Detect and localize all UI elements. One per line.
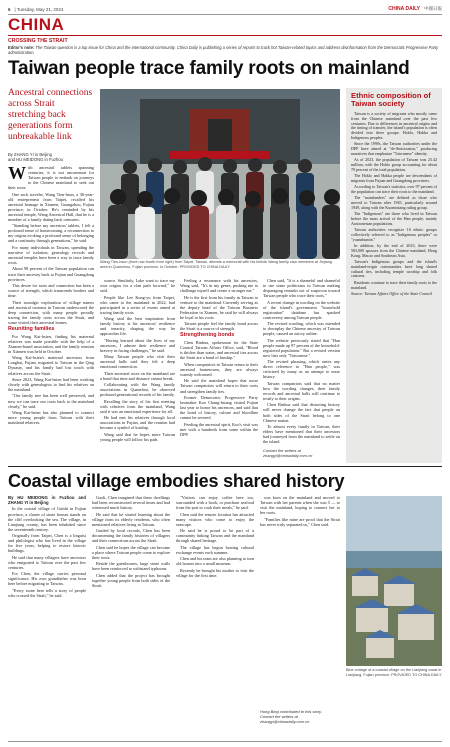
photo-caption: Wang Tien-hsun (front row fourth from right) from Taipei, Taiwan, attends a memorial with his kinfolk Wang family clan members at Jinjiang area in Quanzhou, Fujian province, in October. PROVIDED TO CHINA DAILY (100, 260, 332, 269)
story2b-paragraph: Chen said he hopes the village can become a place where Taiwan people come to explore their roots. (92, 544, 170, 560)
story1b-paragraph: People like Lee Kung-yu from Taipei, who came to the mainland in 2022, had participated in a series of events aimed at tracing family roots. (100, 294, 175, 315)
editors-note-label: Editor's note: (8, 45, 35, 50)
byline-line2: and HU MEIDONG in Fuzhou (8, 157, 63, 163)
story2c-paragraph: Recently he brought his mother to visit the village for the first time. (176, 567, 254, 578)
page-header (8, 4, 442, 14)
sidebar-paragraph: According to Taiwan's statistics, over 97 percent of the population can trace their roots to the mainland. (351, 184, 437, 195)
story1-paragraph: This desire for roots and connection has been a source of strength, which transcends borders and time. (8, 282, 94, 299)
story2b-paragraph: Gaoli, Chen imagined that these dwellings had been reconstructed several times and had witnessed much history. (92, 495, 170, 511)
story1b-paragraph: Wang said the best inspiration from family history is his ancestors' resilience and tenacity, shaping the way he approaches life. (100, 316, 175, 337)
story1c-paragraph: He said the mainland hopes that more Taiwan compatriots will return to their roots and strengthen family ties. (180, 378, 258, 394)
story1d-paragraph: To almost every family in Taiwan, their elders have mentioned that their ancestors had journeyed from the mainland to settle on the island. (263, 424, 340, 445)
story1b-paragraph: Recalling the story of his first meeting with relatives from the mainland, Wang said it was an emotional experience for all. (100, 398, 175, 414)
page-number: 6 (8, 6, 11, 12)
village-photo (346, 496, 442, 666)
story2-paragraph: For Chen, the village carries personal significance. His own grandfather was born here before migrating to Taiwan. (8, 571, 86, 587)
sidebar-source: Source: Taiwan Affairs Office of the State Council (351, 290, 433, 296)
story1d-paragraph: Taiwan compatriots said that no matter how the wording changes, their family records and ancestral halls will continue to testify to their origins. (263, 380, 340, 401)
sidebar-paragraph: Residents continue to trace their family roots to the mainland. (351, 279, 437, 290)
story1-paragraph: "Our family tree has been well preserved, and now we can trace our roots back to the mainland clearly," he said. (8, 393, 94, 409)
story2-column-4 (260, 495, 340, 705)
story1d-paragraph: Chen Binhua said that distorting history will never change the fact that people on both sides of the Strait belong to one Chinese nation. (263, 402, 340, 423)
story1c-paragraph: He is the first from his family in Taiwan to venture to the mainland. Currently serving as the deputy head of the Taiwan Business Federation in Xiamen, he said he will always be loyal to his roots. (180, 294, 258, 320)
story1-paragraph: Their nostalgic exploration of village names and ancestral customs in Taiwan underscored the deep connection, with many people proudly tracing the family roots across the Strait, and some visited their ancestral homes. (8, 299, 94, 325)
drop-cap: W (8, 165, 26, 183)
story2b-paragraph: Guided by local records, Chen has been documenting the family histories of villagers and their connections across the Strait. (92, 528, 170, 544)
story1-column-3 (180, 278, 258, 461)
contact-writers (263, 449, 340, 459)
secondary-headline: Coastal village embodies shared history (8, 471, 345, 491)
story2d-paragraph: was born on the mainland and moved to Taiwan with her parents when she was 5 — to visit the mainland, hoping to connect her to her roots. (260, 495, 340, 516)
header-rule (8, 14, 442, 15)
story1c-paragraph: Taiwan people feel the family bond across the Strait is a source of strength. (180, 321, 258, 332)
story1b-paragraph: Many Taiwan people who visit their ancestral halls said they felt a deep emotional connection. (100, 354, 175, 370)
story1d-paragraph: The revised phrasing, which omits any direct reference to "Han people," was criticized by many as an attempt to erase history. (263, 359, 340, 380)
contact-email[interactable]: zhangyi@chinadaily.com.cn (263, 452, 313, 458)
sidebar-paragraph: Taiwan's Indigenous groups and the island's mainland-origin communities have long shared cultural ties, including temple worship and folk customs. (351, 258, 437, 279)
sidebar-title: Ethnic composition of Taiwan society (351, 91, 431, 109)
story1d-paragraph: The revised wording, which was intended to downplay the Chinese ancestry of Taiwan people, caused an outcry online. (263, 321, 340, 337)
village-photo-caption: Blue cottage of a coastal village on the Lianjiang coast in Lianjiang, Fujian province. PROVIDED TO CHINA DAILY (346, 668, 442, 677)
footer-rule (8, 741, 442, 742)
issue-date: | Tuesday, May 21, 2024 (14, 6, 64, 12)
story2b-paragraph: He said that he started learning about the village from its elderly residents, who often mentioned relatives living in Taiwan. (92, 511, 170, 527)
story2-paragraph: He said that many villagers have ancestors who emigrated to Taiwan over the past few centuries. (8, 554, 86, 570)
story1-paragraph: One such traveler, Wang Tien-hsun, a 36-year-old entrepreneur from Taipei, recalled his ancestral homage in Xiamen, Guangzhou, Fujian province, in October. He's reminded by his ancestral temple, Wang Ancestral Hall, that he is a member of a family dating back centuries. (8, 191, 94, 222)
byline-line1: By ZHANG YI in Beijing (8, 152, 52, 157)
subhead: Reuniting families (8, 325, 55, 332)
contact-label: Contact the writers at (263, 448, 301, 453)
story2c-paragraph: He said he is proud to be part of a community linking Taiwan and the mainland through shared heritage. (176, 528, 254, 544)
story1b-paragraph: Their ancestral roots on the mainland are a bond that time and distance cannot break. (100, 370, 175, 381)
story1-paragraph: ith ancestral tablets spanning centuries, it is not uncommon for Taiwan people to embark on journeys to the Chinese mainland to seek out their roots. (8, 165, 94, 191)
story1d-paragraph: Chen said, "It is a shameful and shameful to use some politicians in Taiwan making disparaging remarks out of suspicion toward Taiwan people who trace their roots." (263, 278, 340, 299)
editors-note-text: The Taiwan question is a top issue for China and the international community. China Daily is publishing a series of reports to track hot Taiwan-related topics and address disinformation from the Democratic Progressive Party administration. (8, 45, 439, 55)
sidebar-paragraph: The "Indigenous" are those who lived in Taiwan before the mass arrival of the Han people, mainly Austronesian populations. (351, 211, 437, 226)
byline (8, 152, 94, 162)
story2-column-3 (176, 495, 254, 739)
story2-paragraph: Originally from Taipei, Chen is a linguist and philologist who has lived in the village for five years, helping to restore historic buildings. (8, 533, 86, 554)
masthead-right (388, 6, 442, 12)
story-deck: Ancestral connections across Strait stretching back generations form unbreakable link (8, 88, 93, 142)
story1b-paragraph: "Having learned about the lives of my ancestors, I admire their resilience and bravery in facing challenges," he said. (100, 337, 175, 353)
story1c-paragraph: Feeding the ancestral spirit, Koo's visit was met with a hundreds from some within the DPP. (180, 421, 258, 437)
sidebar-paragraph: As of 2023, the population of Taiwan was 23.42 million, with the Hoklo group accounting for about 70 percent of the total population. (351, 157, 437, 172)
story1-paragraph: Since 2023, Wang Kai-hsien had been working closely with genealogists to find his relatives on the mainland. (8, 376, 94, 393)
main-headline: Taiwan people trace family roots on mainland (8, 58, 410, 79)
contact-label: Contact the writers at (260, 713, 298, 719)
story1c-paragraph: Chen Binhua, spokesman for the State Council Taiwan Affairs Office, said, "Blood is thicker than water, and ancestral ties across the Strait are a bond of kinship." (180, 340, 258, 361)
series-kicker: CROSSING THE STRAIT (8, 38, 68, 44)
byline-2: By HU MEIDONG in Fuzhou and ZHANG YI in Beijing (8, 495, 86, 506)
story1-column-1 (8, 165, 94, 461)
paper-name-chinese: 中國日報 (424, 6, 442, 11)
story-divider (8, 466, 442, 467)
group-photo-illustration (100, 89, 340, 259)
sidebar-box (346, 88, 442, 463)
story2b-paragraph: Chen added that the project has brought together young people from both sides of the Strait. (92, 572, 170, 588)
story2c-paragraph: The village has begun hosting cultural exchange events each summer. (176, 544, 254, 555)
subhead: Strengthening bonds (180, 332, 235, 339)
story2c-paragraph: Chen said the remote location has attracted many visitors who come to enjoy the seascape. (176, 511, 254, 527)
story1-paragraph: Wang Kai-hsien's maternal ancestors from Longhai, Fujian, migrated to Taiwan in the Qing Dynasty, and his family had lost touch with relatives across the Strait. (8, 355, 94, 376)
story2d-paragraph: "Families like mine are proof that the Strait has never truly separated us," Chen said. (260, 516, 340, 527)
story1b-paragraph: He had met his relatives through local associations in Fujian, and the reunion had become a symbol of kinship. (100, 415, 175, 431)
contact-email[interactable]: zhangyi@chinadaily.com.cn (260, 718, 310, 724)
story2c-paragraph: "Visitors can enjoy coffee here too, surrounded with a book, or purchase seafood from the port to cook their meals," he said. (176, 495, 254, 511)
contributor-note: Hong Bing contributed to this story. (260, 709, 322, 714)
main-photo (100, 89, 340, 259)
story2c-paragraph: Chen and his team are also planning to turn old houses into a small museum. (176, 556, 254, 567)
story1-column-4 (263, 278, 340, 446)
story1-paragraph: For many individuals in Taiwan, upending the narrative of isolation, genealogy records and ancestral temples have been a way to trace family roots. (8, 244, 94, 266)
story1d-paragraph: A recent change in wording on the website of the island's government "household registration" database has sparked controversy among Taiwan people. (263, 299, 340, 320)
story1-paragraph: For Wang Kai-hsien, finding his maternal relatives was made possible with the help of a Xiamen-based association, and the family reunion in Xiamen was held in October. (8, 333, 94, 354)
story1-paragraph: About 98 percent of the Taiwan population can trace their ancestry back to Fujian and Guangdong provinces. (8, 266, 94, 282)
story2b-paragraph: Beside the guesthouses, large stone walls have been reinforced to withstand typhoons. (92, 561, 170, 572)
story2-paragraph: "Every stone here tells a story of people who crossed the Strait," he said. (8, 587, 86, 598)
story1-column-2 (100, 278, 175, 461)
story1d-paragraph: The website previously stated that "Han people made up 97 percent of the household-registered population." But a revised version now lists only "Taiwanese." (263, 337, 340, 358)
story1b-paragraph: Collaborating with the Wang family associations in Quanzhou, he observed profound generational records of his family. (100, 382, 175, 398)
editors-note (8, 45, 442, 55)
story2-paragraph: In the coastal village of Guishi in Fujian province, a cluster of stone houses stands on the cliff overlooking the sea. The village, in Lianjiang county, has been inhabited since the seventeenth century. (8, 506, 86, 532)
section-title: CHINA (8, 15, 65, 34)
sidebar-paragraph: Taiwan is a society of migrants who mostly came from the Chinese mainland over the past few centuries. Due to differences in ancestral origins and the timing of transfer, the island's population is often divided into three groups: Hoklo, Hakka and Indigenous peoples. (351, 110, 437, 141)
story1-paragraph: "Standing before my ancestors' tablets, I felt a profound sense of homecoming, a reconnection to my origins evoking a profound sense of belonging and a continuity through generations," he said. (8, 223, 94, 244)
story2-column-2 (92, 495, 170, 739)
contact-writers-2 (260, 710, 340, 724)
story1c-paragraph: Former Democratic Progressive Party lawmaker Koo Chang-hsiang visited Fujian last year to honor his ancestors, and said that the bond of history, culture and bloodline cannot be severed. (180, 394, 258, 421)
sidebar-paragraph: The Hoklo and Hakka people are descendants of migrants from Fujian and Guangdong provinces. (351, 173, 437, 183)
story1c-paragraph: When compatriots in Taiwan return to their ancestral hometowns, they are always warmly welcomed. (180, 361, 258, 377)
story2-column-1 (8, 495, 86, 739)
coastal-village-illustration (346, 496, 442, 666)
story1c-paragraph: Feeling a resonance with his ancestors, Wang said, "It's in my genes, pushing me to challenge myself and create a stronger me." (180, 278, 258, 294)
story1b-paragraph: source. Similarly, Lake want to trace my own origins for a clan path forward," he said. (100, 278, 175, 294)
sidebar-paragraph: The "mainlanders" are defined as those who moved to Taiwan after 1945, particularly around 1949, along with the Kuomintang ruling group. (351, 195, 437, 210)
sidebar-paragraph: Since the 1990s, the Taiwan authorities under the DPP have aimed at "de-Sinicization," producing narratives that emphasize "Taiwanese" identity. (351, 141, 437, 156)
sidebar-paragraph: Taiwan authorities recognize 16 ethnic groups collectively referred to as "Indigenous peoples" or "yuanzhumin." (351, 227, 437, 242)
story1-paragraph: Wang Kai-hsien has also planned to connect more young people from Taiwan with their mainland relatives. (8, 410, 94, 426)
paper-name: CHINA DAILY (388, 6, 420, 12)
sidebar-paragraph: In addition, by the end of 2023, there were 583,000 spouses from the Chinese mainland, Hong Kong, Macao and Southeast Asia. (351, 243, 437, 258)
section-rule (8, 35, 442, 36)
story1b-paragraph: Wang said that he hopes more Taiwan young people will follow his path. (100, 431, 175, 442)
